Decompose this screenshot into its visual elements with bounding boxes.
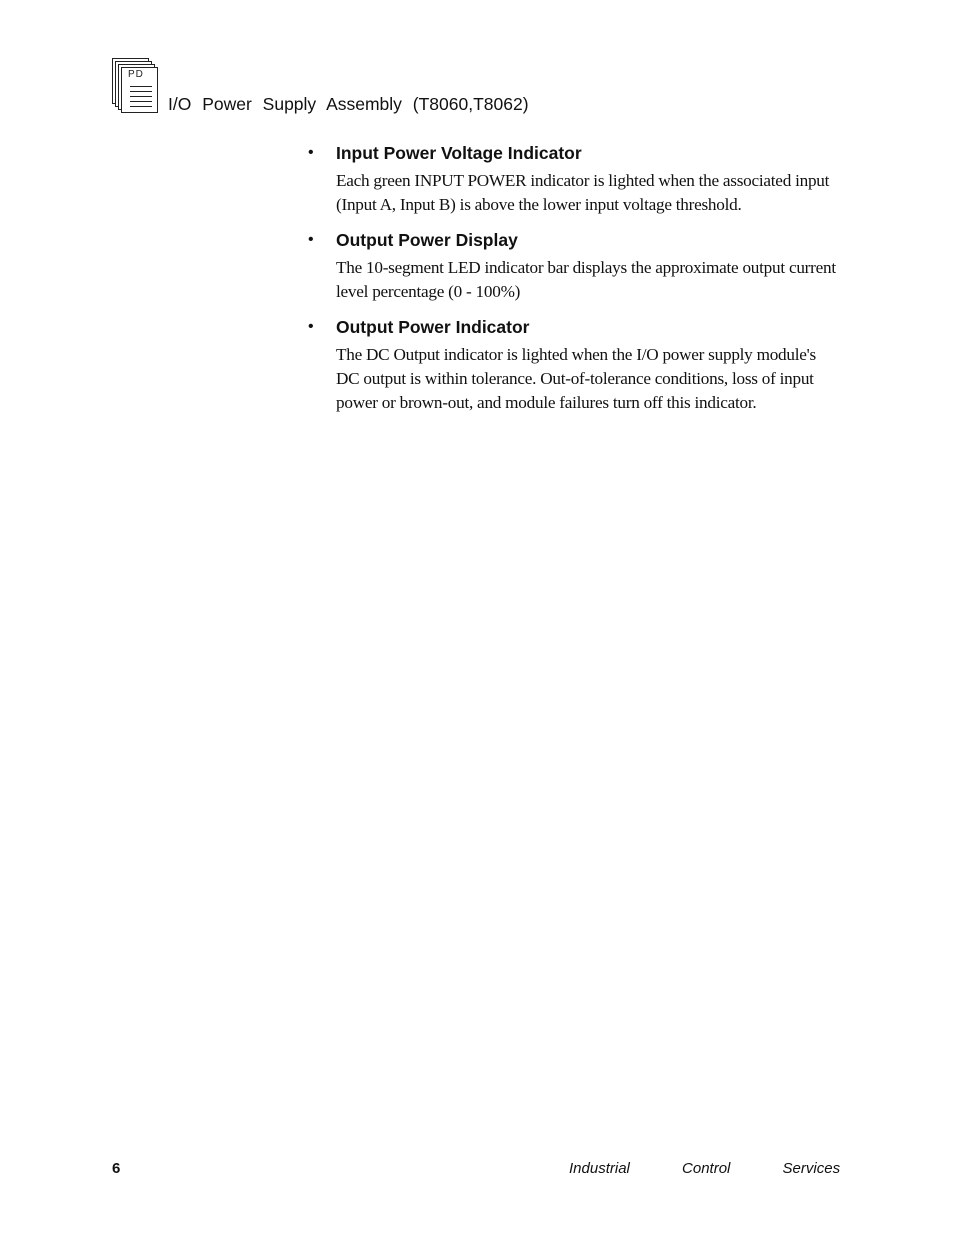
icon-text-line xyxy=(130,101,152,102)
footer-company-name: Industrial Control Services xyxy=(569,1160,841,1177)
icon-text-line xyxy=(130,106,152,107)
item-heading: Output Power Indicator xyxy=(336,317,530,338)
document-stack-icon xyxy=(112,58,156,112)
icon-text-line xyxy=(130,86,152,87)
icon-text-line xyxy=(130,96,152,97)
list-item xyxy=(306,315,836,414)
item-heading: Input Power Voltage Indicator xyxy=(336,143,582,163)
icon-text-line xyxy=(130,91,152,92)
item-body: The 10-segment LED indicator bar displays the approximate output current level percentage (0 - 100%) xyxy=(336,258,836,301)
bullet-icon: • xyxy=(308,231,314,249)
indicator-list xyxy=(306,141,836,426)
bullet-icon: • xyxy=(308,144,314,161)
item-body: Each green INPUT POWER indicator is lighted when the associated input (Input A, Input B) is above the lower input voltage threshold. xyxy=(336,171,830,214)
page-header-title: I/O Power Supply Assembly (T8060,T8062) xyxy=(168,94,529,114)
item-body: The DC Output indicator is lighted when the I/O power supply module's DC output is within tolerance. Out-of-tolerance conditions, loss of input power or brown-out, and module failures turn off this indicator. xyxy=(336,345,816,412)
list-item xyxy=(306,141,836,216)
item-heading: Output Power Display xyxy=(336,230,518,251)
list-item xyxy=(306,228,836,303)
page-number: 6 xyxy=(112,1160,121,1177)
bullet-icon: • xyxy=(308,318,314,336)
icon-label: PD xyxy=(128,69,144,80)
